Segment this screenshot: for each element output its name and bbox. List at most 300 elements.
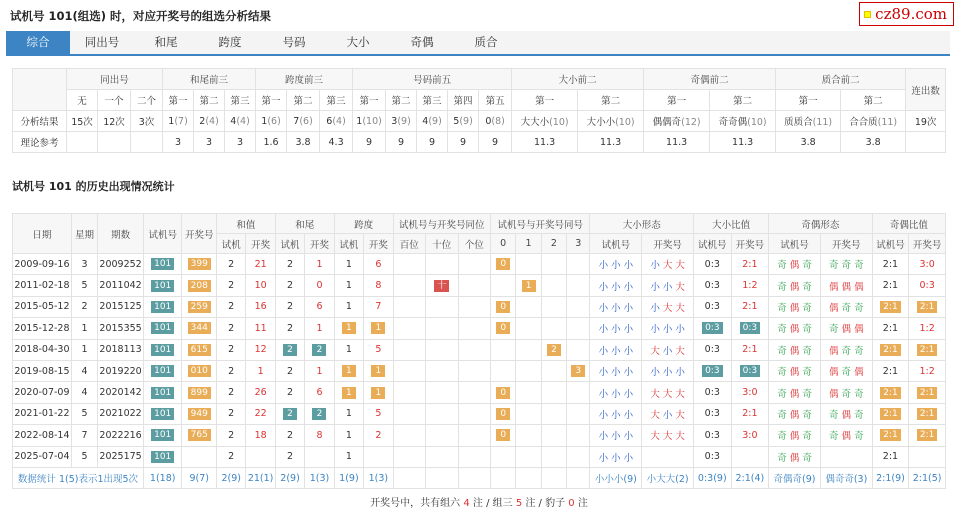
test-number-badge: 101 xyxy=(151,365,174,377)
shape-char: 小 xyxy=(623,367,634,379)
date-cell: 2018-04-30 xyxy=(13,339,72,360)
shape-char: 小 xyxy=(611,409,621,421)
draw-number-badge: 899 xyxy=(188,387,211,399)
reference-cell: 11.3 xyxy=(710,132,776,153)
group3-count: 5 xyxy=(515,498,523,509)
issue-cell: 2025175 xyxy=(98,446,144,467)
subheader-cell: 第二 xyxy=(386,90,417,111)
tab-item[interactable]: 综合 xyxy=(6,31,70,54)
test-number-badge: 101 xyxy=(151,408,174,420)
tail-test-cell: 2 xyxy=(275,360,304,381)
shape-char: 小 xyxy=(623,409,634,421)
same-position-cell xyxy=(426,446,458,467)
result-count: (9) xyxy=(428,115,442,127)
sum-draw-cell: 21 xyxy=(246,254,275,275)
shape-cell xyxy=(820,339,872,360)
same-position-cell xyxy=(393,339,425,360)
shape-char: 偶 xyxy=(789,452,800,464)
draw-number-cell xyxy=(182,318,217,339)
shape-char: 奇 xyxy=(828,324,839,336)
odd-even-ratio-cell: 2:1 xyxy=(872,446,909,467)
shape-char: 奇 xyxy=(777,260,787,272)
sum-test-cell: 2 xyxy=(216,382,245,403)
week-cell: 5 xyxy=(71,403,97,424)
odd-even-ratio-cell xyxy=(872,425,909,446)
statistics-cell xyxy=(491,467,516,488)
tail-test-cell: 2 xyxy=(275,446,304,467)
shape-cell xyxy=(642,318,694,339)
statistics-cell: 2:1(5) xyxy=(909,467,946,488)
reference-cell: 9 xyxy=(479,132,512,153)
footer-summary xyxy=(12,494,946,514)
summary-header-row xyxy=(13,69,946,90)
shape-char: 奇 xyxy=(802,409,812,421)
span-badge: 1 xyxy=(371,387,385,399)
draw-number-badge: 615 xyxy=(188,344,211,356)
date-cell: 2015-12-28 xyxy=(13,318,72,339)
shape-cell xyxy=(769,425,821,446)
shape-cell xyxy=(769,254,821,275)
shape-char: 奇 xyxy=(841,345,852,357)
result-value: 6 xyxy=(326,115,333,127)
same-number-cell xyxy=(516,360,541,381)
shape-char: 大 xyxy=(650,409,660,421)
history-title: 试机号 101 的历史出现情况统计 xyxy=(12,180,175,193)
subheader-cell: 试机 xyxy=(216,234,245,254)
same-position-cell xyxy=(393,446,425,467)
test-number-cell xyxy=(143,318,182,339)
same-number-cell xyxy=(516,425,541,446)
statistics-cell: 1(18) xyxy=(143,467,182,488)
statistics-cell: 小大大(2) xyxy=(642,467,694,488)
site-logo[interactable] xyxy=(859,2,954,26)
history-row xyxy=(13,446,946,467)
history-row xyxy=(13,382,946,403)
span-draw-cell: 2 xyxy=(364,425,393,446)
result-cell xyxy=(644,111,710,132)
tab-item[interactable]: 奇偶 xyxy=(410,35,434,49)
same-number-badge: 0 xyxy=(496,301,510,313)
date-cell: 2025-07-04 xyxy=(13,446,72,467)
shape-char: 小 xyxy=(611,388,621,400)
shape-cell xyxy=(590,403,642,424)
size-ratio-cell: 2:1 xyxy=(731,254,769,275)
subheader-cell: 开奖 xyxy=(364,234,393,254)
tail-draw-cell xyxy=(305,403,334,424)
tab-item[interactable]: 质合 xyxy=(474,35,498,49)
shape-char: 大 xyxy=(675,260,685,272)
shape-cell xyxy=(769,339,821,360)
shape-char: 偶 xyxy=(854,324,864,336)
span-test-cell: 1 xyxy=(334,296,363,317)
same-number-cell xyxy=(516,254,541,275)
same-number-cell xyxy=(491,275,516,296)
subheader-cell: 第五 xyxy=(479,90,512,111)
draw-number-cell xyxy=(182,275,217,296)
result-value: 大大小 xyxy=(520,117,550,128)
subheader-cell: 第三 xyxy=(417,90,448,111)
statistics-cell xyxy=(458,467,491,488)
shape-cell xyxy=(642,425,694,446)
span-badge: 1 xyxy=(371,322,385,334)
shape-cell xyxy=(769,318,821,339)
result-value: 1 xyxy=(356,115,363,127)
shape-char: 偶 xyxy=(789,260,800,272)
same-number-cell xyxy=(541,318,566,339)
statistics-cell xyxy=(393,467,425,488)
statistics-row xyxy=(13,467,946,488)
shape-cell xyxy=(590,425,642,446)
shape-char: 小 xyxy=(611,345,621,357)
same-number-cell xyxy=(541,360,566,381)
same-number-cell xyxy=(567,339,590,360)
span-draw-cell: 8 xyxy=(364,275,393,296)
shape-cell xyxy=(642,275,694,296)
shape-cell xyxy=(820,403,872,424)
reference-cell: 3.8 xyxy=(287,132,320,153)
shape-char: 大 xyxy=(675,409,685,421)
same-number-cell xyxy=(567,275,590,296)
shape-cell xyxy=(820,254,872,275)
span-test-cell: 1 xyxy=(334,425,363,446)
reference-cell: 3.8 xyxy=(841,132,906,153)
same-number-cell xyxy=(541,254,566,275)
tail-badge: 2 xyxy=(283,408,297,420)
subheader-cell: 0 xyxy=(491,234,516,254)
shape-char: 小 xyxy=(675,367,685,379)
statistics-cell: 21(1) xyxy=(246,467,275,488)
group6-count: 4 xyxy=(463,498,470,509)
same-position-cell xyxy=(458,446,491,467)
test-number-badge: 101 xyxy=(151,451,174,463)
same-number-badge: 0 xyxy=(496,408,510,420)
tail-test-cell xyxy=(275,403,304,424)
shape-char: 奇 xyxy=(777,281,787,293)
shape-char: 奇 xyxy=(854,302,864,314)
same-number-cell xyxy=(491,360,516,381)
same-position-cell xyxy=(458,318,491,339)
tail-test-cell: 2 xyxy=(275,275,304,296)
shape-char: 小 xyxy=(611,452,621,464)
result-cell xyxy=(479,111,512,132)
shape-char: 奇 xyxy=(802,452,812,464)
header-cell xyxy=(13,69,67,111)
same-number-cell xyxy=(541,275,566,296)
size-ratio-cell: 3:0 xyxy=(731,382,769,403)
statistics-cell xyxy=(516,467,541,488)
same-position-cell xyxy=(426,296,458,317)
shape-char: 偶 xyxy=(828,388,839,400)
size-ratio-cell xyxy=(731,360,769,381)
shape-char: 小 xyxy=(623,281,634,293)
same-number-cell xyxy=(541,403,566,424)
reference-cell: 3 xyxy=(163,132,194,153)
header-cell: 跨度前三 xyxy=(256,69,353,90)
tail-draw-cell: 1 xyxy=(305,360,334,381)
shape-cell xyxy=(820,425,872,446)
tail-draw-cell: 6 xyxy=(305,296,334,317)
week-cell: 4 xyxy=(71,360,97,381)
result-value: 3 xyxy=(391,115,398,127)
tab-item[interactable]: 和尾 xyxy=(154,35,178,49)
shape-char: 小 xyxy=(650,367,660,379)
result-value: 大小小 xyxy=(586,117,616,128)
size-ratio-cell: 0:3 xyxy=(694,425,732,446)
shape-char: 偶 xyxy=(841,409,852,421)
issue-cell: 2015125 xyxy=(98,296,144,317)
shape-cell xyxy=(820,446,872,467)
shape-char: 奇 xyxy=(802,324,812,336)
shape-char: 小 xyxy=(598,281,609,293)
same-number-cell xyxy=(567,403,590,424)
shape-cell xyxy=(769,403,821,424)
result-cell xyxy=(194,111,225,132)
subheader-cell: 第二 xyxy=(194,90,225,111)
summary-result-row xyxy=(13,111,946,132)
week-cell: 5 xyxy=(71,275,97,296)
test-number-cell xyxy=(143,425,182,446)
summary-reference-row xyxy=(13,132,946,153)
shape-char: 偶 xyxy=(789,324,800,336)
shape-char: 小 xyxy=(611,281,621,293)
shape-cell xyxy=(590,275,642,296)
test-number-cell xyxy=(143,360,182,381)
tail-test-cell: 2 xyxy=(275,254,304,275)
header-cell: 和尾 xyxy=(275,214,334,234)
issue-cell: 2009252 xyxy=(98,254,144,275)
shape-cell xyxy=(820,360,872,381)
result-value: 质质合 xyxy=(784,117,813,128)
tab-item[interactable]: 同出号 xyxy=(84,35,120,49)
header-cell: 大小前二 xyxy=(512,69,644,90)
same-position-cell xyxy=(426,360,458,381)
history-table xyxy=(12,213,946,489)
span-draw-cell: 6 xyxy=(364,254,393,275)
shape-char: 小 xyxy=(623,324,634,336)
statistics-cell: 1(9) xyxy=(334,467,363,488)
header-cell: 和尾前三 xyxy=(163,69,256,90)
shape-char: 奇 xyxy=(777,409,787,421)
shape-char: 大 xyxy=(675,302,685,314)
odd-even-ratio-cell xyxy=(909,339,946,360)
issue-cell: 2015355 xyxy=(98,318,144,339)
reference-cell xyxy=(906,132,946,153)
sum-test-cell: 2 xyxy=(216,403,245,424)
subheader-cell: 二个 xyxy=(131,90,163,111)
shape-cell xyxy=(642,254,694,275)
odd-even-ratio-badge: 2:1 xyxy=(917,387,937,399)
subheader-cell: 第一 xyxy=(644,90,710,111)
subheader-cell: 试机号 xyxy=(872,234,909,254)
shape-char: 小 xyxy=(598,324,609,336)
size-ratio-cell: 0:3 xyxy=(694,403,732,424)
sum-draw-cell: 18 xyxy=(246,425,275,446)
issue-cell: 2018113 xyxy=(98,339,144,360)
result-cell xyxy=(578,111,644,132)
history-row xyxy=(13,296,946,317)
test-number-badge: 101 xyxy=(151,387,174,399)
result-cell xyxy=(353,111,386,132)
shape-char: 偶 xyxy=(854,367,864,379)
same-number-badge: 0 xyxy=(496,258,510,270)
result-count: (10) xyxy=(615,117,635,128)
result-count: (4) xyxy=(236,115,250,127)
result-cell xyxy=(417,111,448,132)
result-value: 合合质 xyxy=(849,117,878,128)
result-cell xyxy=(98,111,131,132)
shape-char: 奇 xyxy=(777,324,787,336)
date-cell: 2009-09-16 xyxy=(13,254,72,275)
result-count: (10) xyxy=(747,117,767,128)
reference-cell: 11.3 xyxy=(512,132,578,153)
header-cell: 质合前二 xyxy=(776,69,906,90)
shape-char: 大 xyxy=(675,281,685,293)
sum-draw-cell: 26 xyxy=(246,382,275,403)
shape-char: 奇 xyxy=(802,281,812,293)
shape-char: 小 xyxy=(598,345,609,357)
reference-cell: 9 xyxy=(448,132,479,153)
issue-cell: 2021022 xyxy=(98,403,144,424)
test-number-cell xyxy=(143,403,182,424)
size-ratio-cell: 0:3 xyxy=(694,382,732,403)
span-draw-cell: 5 xyxy=(364,403,393,424)
result-value: 12次 xyxy=(103,117,125,128)
result-value: 1 xyxy=(261,115,268,127)
history-row xyxy=(13,360,946,381)
same-number-cell xyxy=(541,339,566,360)
shape-char: 偶 xyxy=(789,367,800,379)
reference-cell xyxy=(98,132,131,153)
shape-char: 小 xyxy=(598,409,609,421)
draw-number-cell xyxy=(182,339,217,360)
date-cell: 2015-05-12 xyxy=(13,296,72,317)
tab-item[interactable]: 号码 xyxy=(282,35,306,49)
shape-char: 小 xyxy=(598,388,609,400)
row-label: 分析结果 xyxy=(13,111,67,132)
date-cell: 2020-07-09 xyxy=(13,382,72,403)
shape-char: 奇 xyxy=(777,345,787,357)
subheader-cell: 试机号 xyxy=(590,234,642,254)
header-cell: 同出号 xyxy=(67,69,163,90)
reference-cell: 3.8 xyxy=(776,132,841,153)
shape-char: 奇 xyxy=(841,302,852,314)
shape-char: 奇 xyxy=(854,409,864,421)
shape-char: 奇 xyxy=(802,388,812,400)
same-number-cell xyxy=(541,382,566,403)
reference-cell: 4.3 xyxy=(320,132,353,153)
sum-draw-cell: 11 xyxy=(246,318,275,339)
size-ratio-cell: 2:1 xyxy=(731,403,769,424)
span-badge: 1 xyxy=(371,365,385,377)
shape-char: 小 xyxy=(623,452,634,464)
tail-draw-cell: 6 xyxy=(305,382,334,403)
size-ratio-cell: 2:1 xyxy=(731,339,769,360)
same-number-cell xyxy=(541,446,566,467)
result-count: (9) xyxy=(459,115,473,127)
shape-char: 小 xyxy=(675,324,685,336)
shape-char: 小 xyxy=(623,345,634,357)
title-bar xyxy=(0,0,956,30)
reference-cell xyxy=(67,132,98,153)
size-ratio-cell: 2:1 xyxy=(731,296,769,317)
subheader-cell: 开奖号 xyxy=(909,234,946,254)
footer-text: 注 / 组三 xyxy=(472,498,513,509)
subheader-cell: 第一 xyxy=(163,90,194,111)
subheader-cell: 试机号 xyxy=(694,234,732,254)
shape-char: 大 xyxy=(662,431,673,443)
sum-test-cell: 2 xyxy=(216,254,245,275)
date-cell: 2011-02-18 xyxy=(13,275,72,296)
span-test-cell xyxy=(334,360,363,381)
statistics-cell: 1(3) xyxy=(305,467,334,488)
result-count: (11) xyxy=(877,117,898,128)
header-cell: 奇偶前二 xyxy=(644,69,776,90)
subheader-cell: 开奖号 xyxy=(642,234,694,254)
shape-char: 大 xyxy=(662,388,673,400)
result-value: 偶偶奇 xyxy=(652,117,682,128)
footer-text: 注 xyxy=(577,498,588,509)
result-count: (8) xyxy=(491,115,505,127)
odd-even-ratio-badge: 2:1 xyxy=(917,429,937,441)
odd-even-ratio-cell: 2:1 xyxy=(872,318,909,339)
same-number-cell xyxy=(516,446,541,467)
odd-even-ratio-cell xyxy=(909,446,946,467)
draw-number-badge: 949 xyxy=(188,408,211,420)
result-cell xyxy=(67,111,98,132)
reference-cell: 11.3 xyxy=(644,132,710,153)
shape-char: 小 xyxy=(598,367,609,379)
same-position-cell xyxy=(426,318,458,339)
same-number-cell xyxy=(541,425,566,446)
week-cell: 1 xyxy=(71,339,97,360)
shape-char: 偶 xyxy=(841,281,852,293)
shape-char: 小 xyxy=(650,302,660,314)
same-number-cell xyxy=(541,296,566,317)
same-number-badge: 1 xyxy=(522,280,536,292)
header-cell: 奇偶形态 xyxy=(769,214,873,234)
statistics-cell: 0:3(9) xyxy=(694,467,732,488)
shape-char: 大 xyxy=(675,388,685,400)
shape-cell xyxy=(642,403,694,424)
draw-number-badge: 010 xyxy=(188,365,211,377)
subheader-cell: 试机 xyxy=(275,234,304,254)
subheader-cell: 2 xyxy=(541,234,566,254)
odd-even-ratio-cell xyxy=(909,382,946,403)
shape-char: 小 xyxy=(662,324,673,336)
sum-draw-cell: 16 xyxy=(246,296,275,317)
subheader-cell: 第一 xyxy=(776,90,841,111)
odd-even-ratio-cell xyxy=(872,296,909,317)
shape-char: 奇 xyxy=(802,260,812,272)
size-ratio-cell: 0:3 xyxy=(694,339,732,360)
tab-item[interactable]: 跨度 xyxy=(218,35,242,49)
logo-text: cz89.com xyxy=(875,5,947,23)
shape-cell xyxy=(590,318,642,339)
tab-item[interactable]: 大小 xyxy=(346,35,370,49)
statistics-cell: 2:1(4) xyxy=(731,467,769,488)
span-draw-cell xyxy=(364,360,393,381)
same-position-badge: 十 xyxy=(434,280,449,292)
result-value: 4 xyxy=(422,115,429,127)
shape-char: 奇 xyxy=(777,388,787,400)
same-number-badge: 0 xyxy=(496,429,510,441)
header-cell: 连出数 xyxy=(906,69,946,111)
odd-even-ratio-cell xyxy=(872,339,909,360)
statistics-cell: 1(3) xyxy=(364,467,393,488)
result-count: (6) xyxy=(299,115,313,127)
header-cell: 跨度 xyxy=(334,214,393,234)
span-test-cell: 1 xyxy=(334,403,363,424)
